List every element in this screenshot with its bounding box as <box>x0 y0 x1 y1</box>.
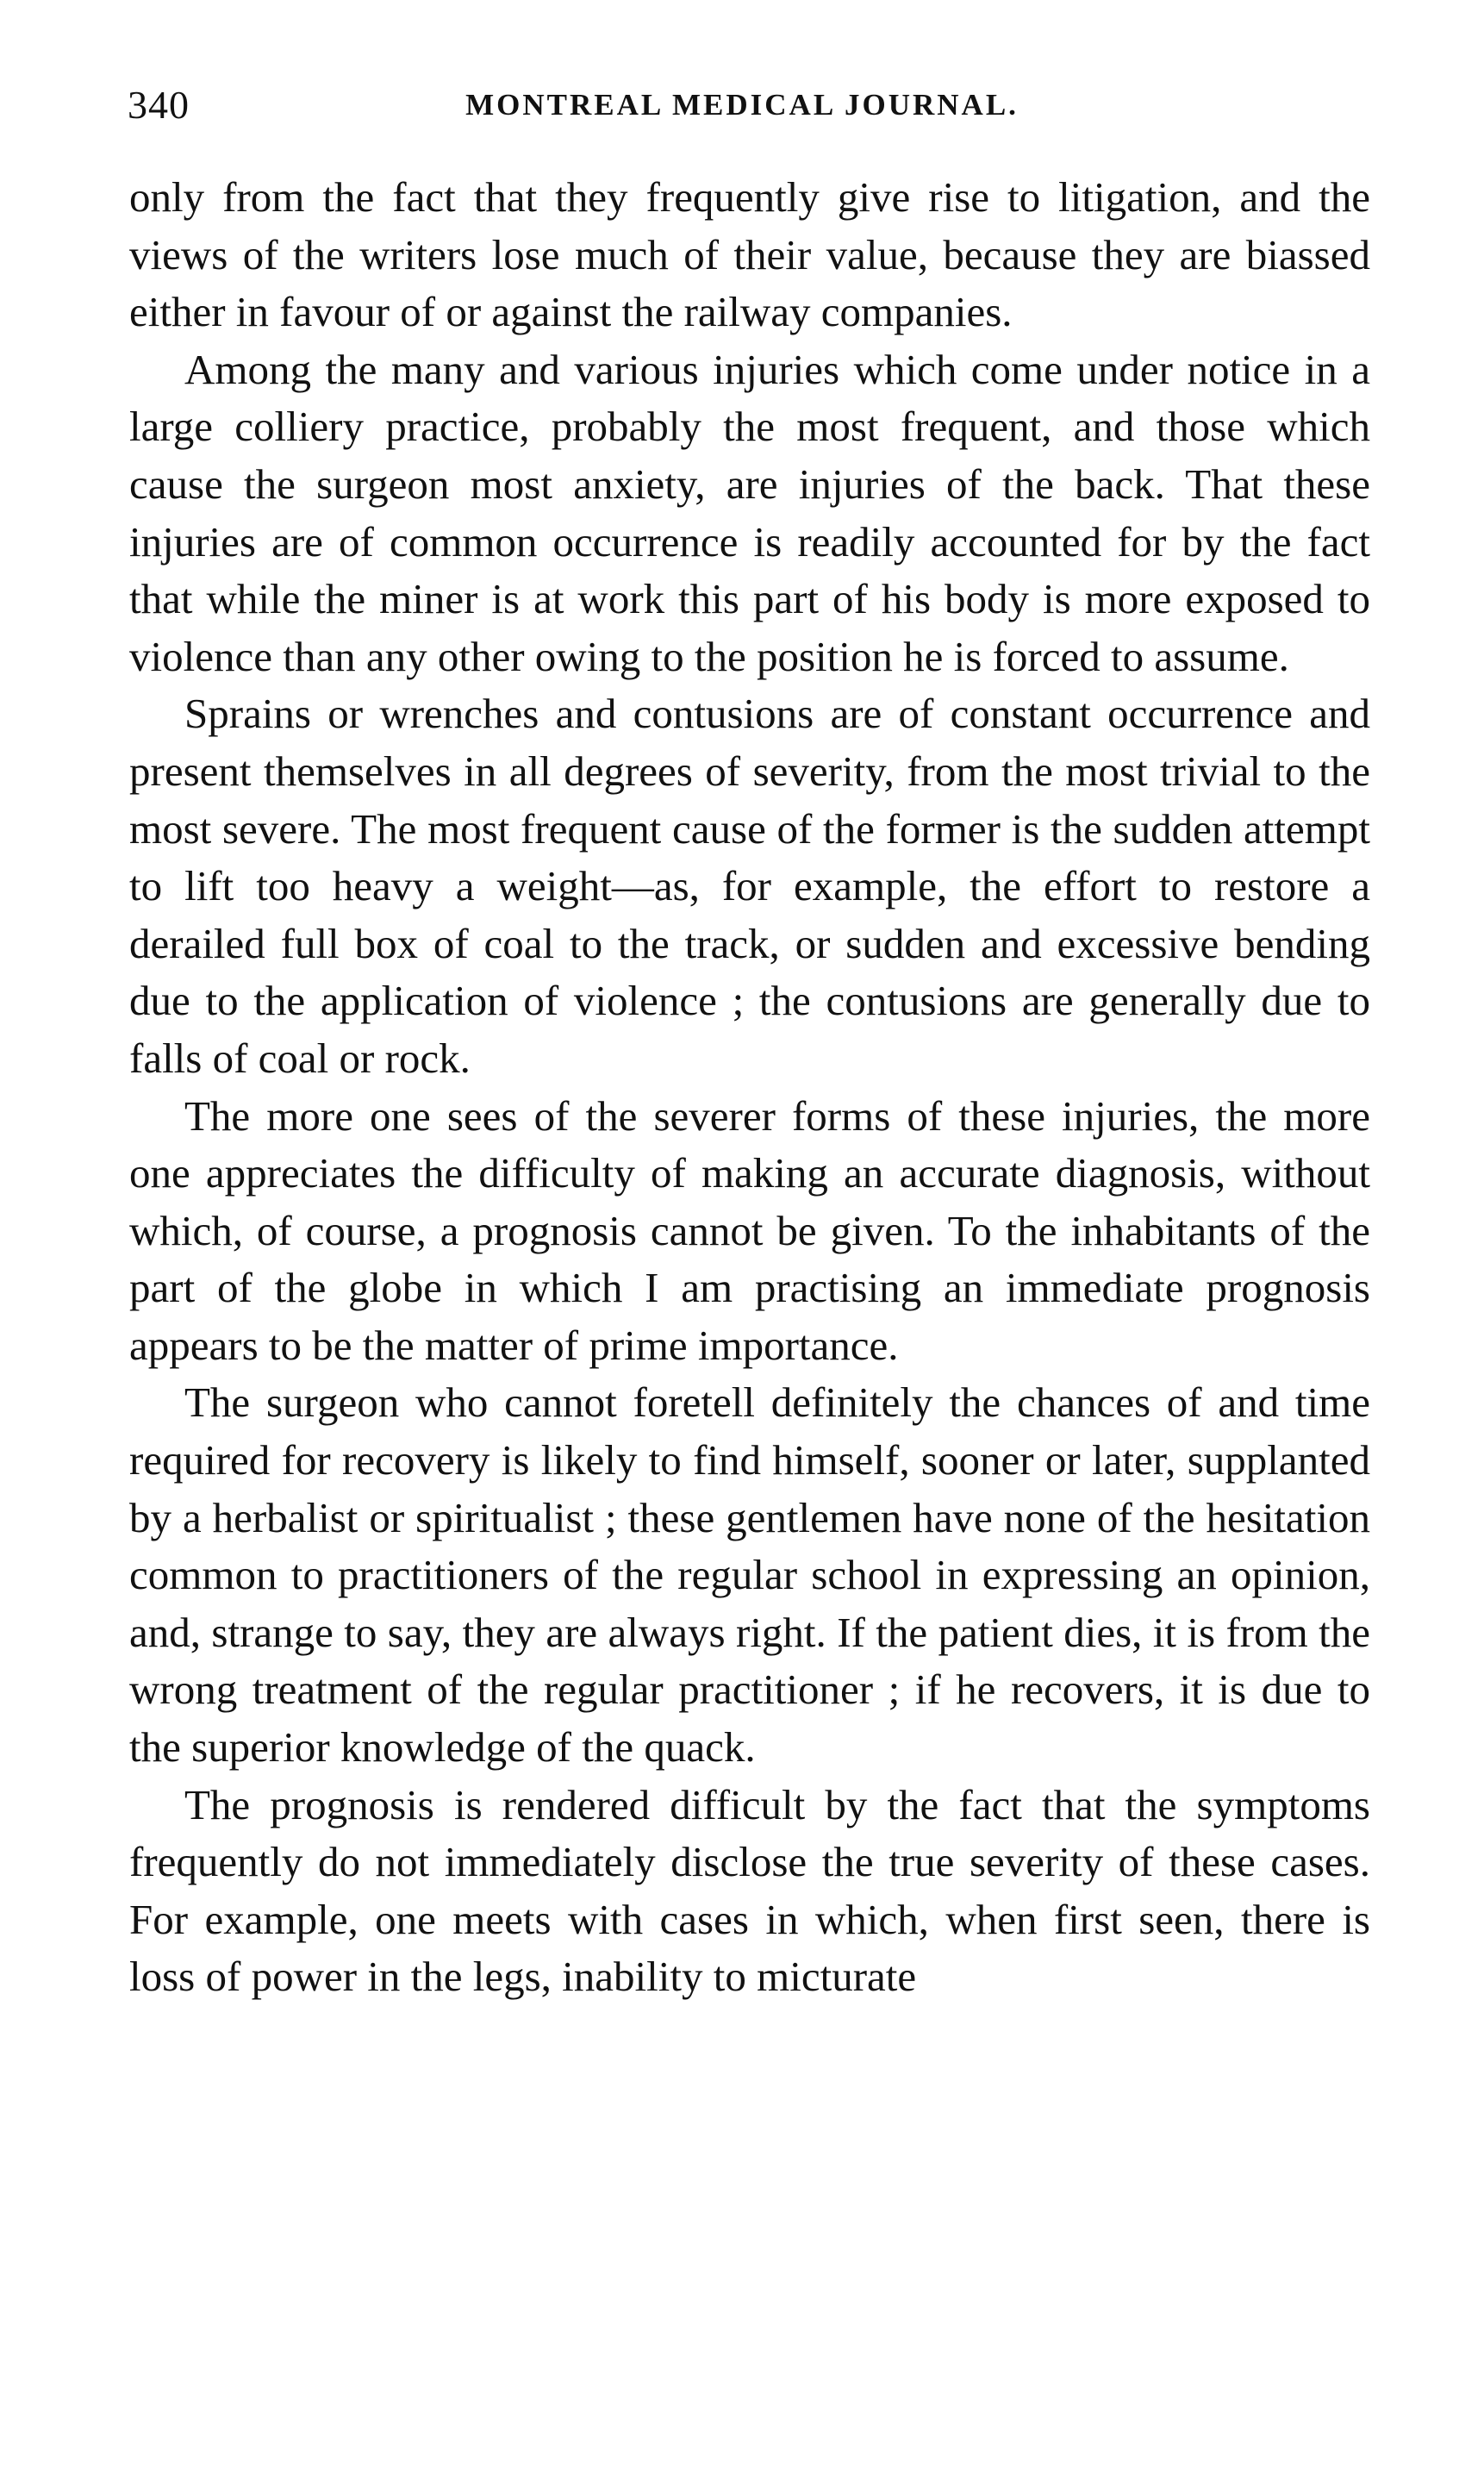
paragraph-continued: only from the fact that they frequently give rise to litigation, and the views of the writers lose much of their value, because they are biassed either in favour of or against the railway companies. <box>129 173 1370 336</box>
paragraph-injuries-of-back: Among the many and various injuries which come under notice in a large colliery practice, probably the most frequent, and those which cause the surgeon most anxiety, are injuries of the back. That these injuries are of common occurrence is readily accounted for by the fact that while the miner is at work this part of his body is more exposed to violence than any other owing to the position he is forced to assume. <box>129 345 1370 680</box>
paragraph-sprains-contusions: Sprains or wrenches and contusions are of constant occurrence and present themselves in all degrees of severity, from the most trivial to the most severe. The most frequent cause of the former is the sudden attempt to lift too heavy a weight—as, for example, the effort to restore a derailed full box of coal to the track, or sudden and excessive bending due to the application of violence ; the contusions are generally due to falls of coal or rock. <box>129 690 1370 1082</box>
body-text <box>129 169 1370 2006</box>
paragraph-prognosis-difficult: The prognosis is rendered difficult by the fact that the symptoms frequently do not immediately disclose the true severity of these cases. For example, one meets with cases in which, when first seen, there is loss of power in the legs, inability to micturate <box>129 1780 1370 2001</box>
running-head: MONTREAL MEDICAL JOURNAL. <box>465 88 1019 122</box>
paragraph-surgeon-prognosis: The surgeon who cannot foretell definitely the chances of and time required for recovery is likely to find himself, sooner or later, supplanted by a herbalist or spiritualist ; these gentlemen have none of the hesitation common to practitioners of the regular school in expressing an opinion, and, strange to say, they are always right. If the patient dies, it is from the wrong treatment of the regular practitioner ; if he recovers, it is due to the superior knowledge of the quack. <box>129 1378 1370 1772</box>
page-header <box>121 79 1363 131</box>
paragraph-diagnosis-difficulty: The more one sees of the severer forms of these injuries, the more one appreciates the difficulty of making an accurate diagnosis, without which, of course, a prognosis cannot be given. To the inhabitants of the part of the globe in which I am practising an immediate prognosis appears to be the matter of prime importance. <box>129 1091 1370 1369</box>
page-number: 340 <box>128 83 190 127</box>
